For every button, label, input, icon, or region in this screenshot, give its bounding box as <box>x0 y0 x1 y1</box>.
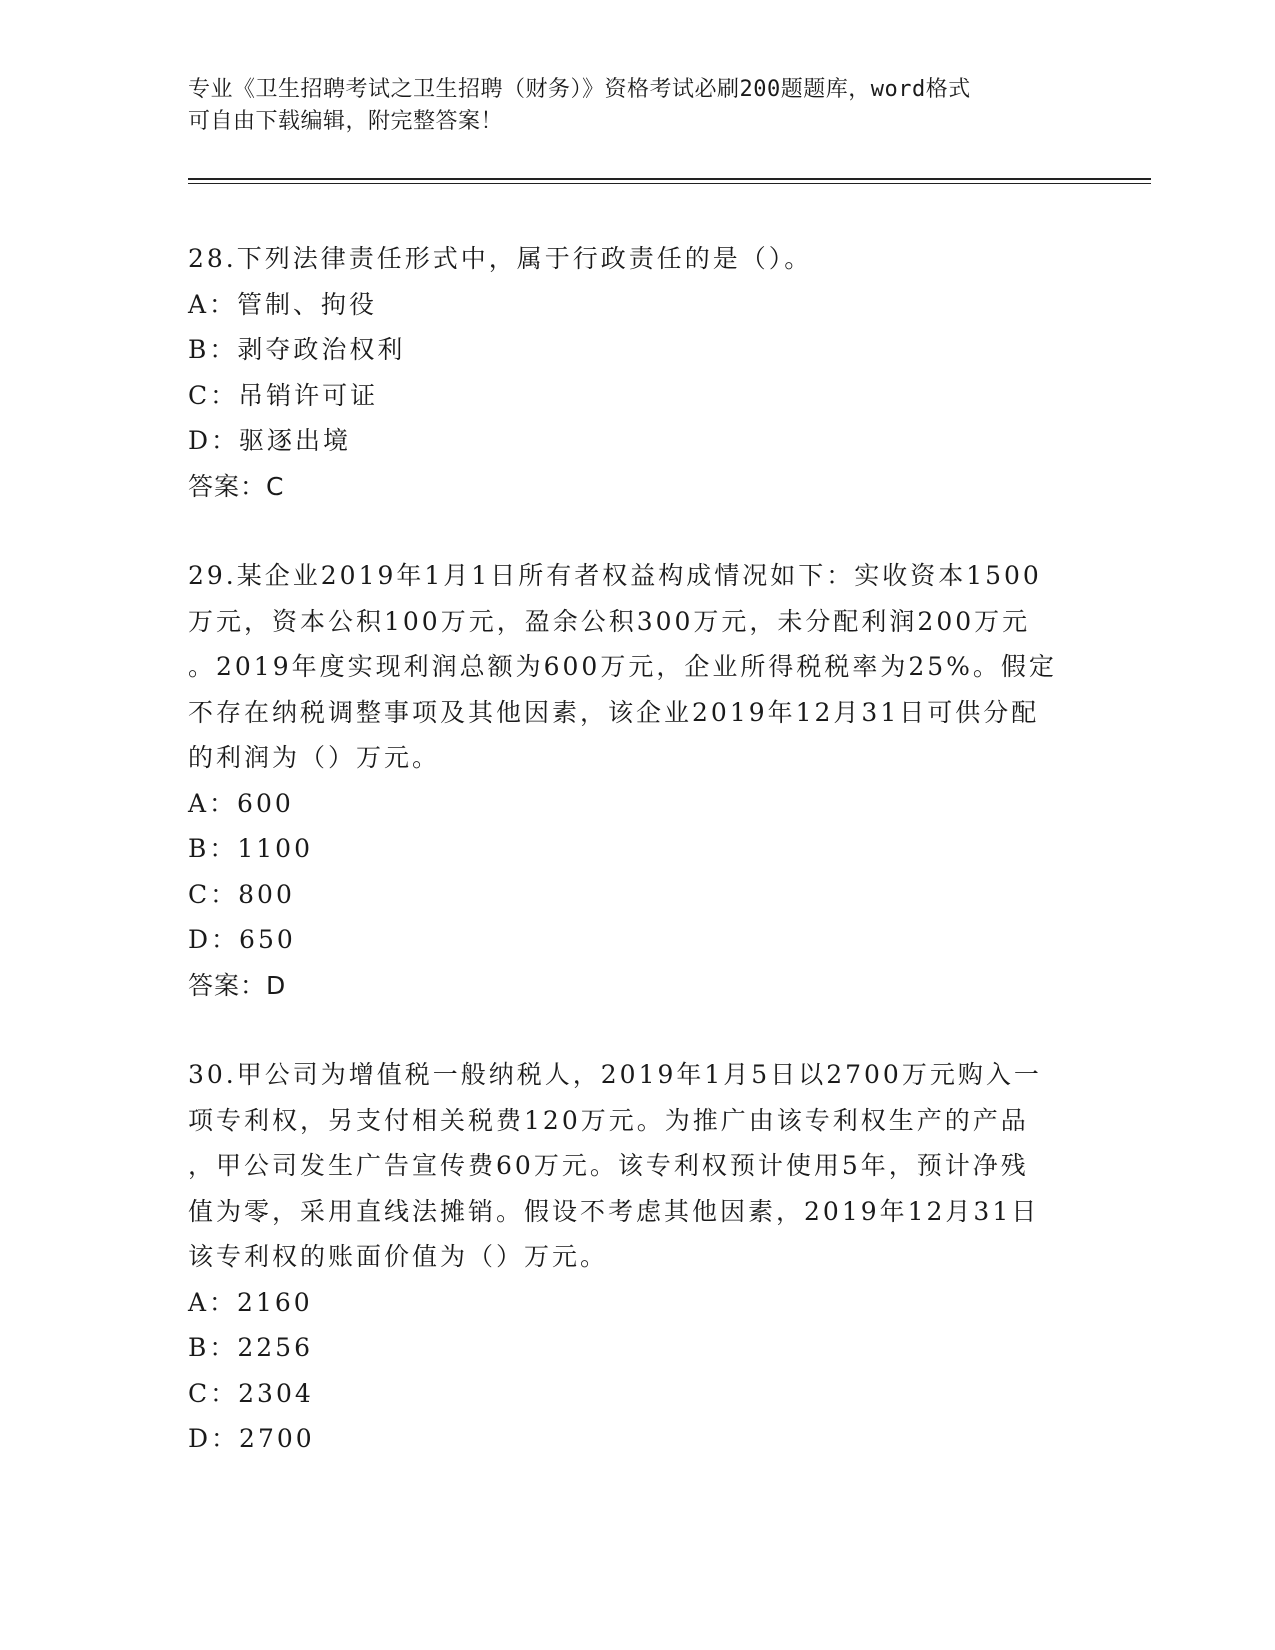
option-c: C：2304 <box>188 1378 314 1408</box>
document-header <box>188 74 1088 138</box>
option-a: A：管制、拘役 <box>188 289 378 319</box>
answer-label: 答案：D <box>188 970 287 1000</box>
header-line-1: 专业《卫生招聘考试之卫生招聘（财务）》资格考试必刷200题题库，word格式 <box>188 77 971 102</box>
question-28 <box>188 236 1088 509</box>
question-stem-line: 该专利权的账面价值为（）万元。 <box>188 1242 609 1271</box>
header-divider-thick <box>188 178 1151 180</box>
option-d: D：650 <box>188 925 296 954</box>
option-a: A：600 <box>188 788 294 818</box>
option-b: B：剥夺政治权利 <box>188 335 406 364</box>
question-stem-line: 29.某企业2019年1月1日所有者权益构成情况如下：实收资本1500 <box>188 561 1042 590</box>
question-stem-line: 30.甲公司为增值税一般纳税人，2019年1月5日以2700万元购入一 <box>188 1060 1042 1089</box>
question-list <box>188 236 1088 1462</box>
question-stem-line: 不存在纳税调整事项及其他因素，该企业2019年12月31日可供分配 <box>188 697 1040 727</box>
question-29 <box>188 553 1088 1008</box>
option-c: C：800 <box>188 879 295 909</box>
header-divider-thin <box>188 183 1151 184</box>
option-d: D：驱逐出境 <box>188 426 352 455</box>
header-line-2: 可自由下载编辑，附完整答案！ <box>188 109 504 134</box>
option-c: C：吊销许可证 <box>188 380 379 410</box>
question-stem-line: 万元，资本公积100万元，盈余公积300万元，未分配利润200万元 <box>188 606 1031 636</box>
option-d: D：2700 <box>188 1424 315 1453</box>
question-stem-line: 。2019年度实现利润总额为600万元，企业所得税税率为25%。假定 <box>188 652 1057 681</box>
option-b: B：2256 <box>188 1333 313 1362</box>
answer-label: 答案：C <box>188 471 285 501</box>
question-stem-line: ，甲公司发生广告宣传费60万元。该专利权预计使用5年，预计净残 <box>188 1151 1029 1180</box>
question-stem-line: 项专利权，另支付相关税费120万元。为推广由该专利权生产的产品 <box>188 1105 1029 1135</box>
option-a: A：2160 <box>188 1287 313 1317</box>
question-stem-line: 的利润为（）万元。 <box>188 743 441 772</box>
option-b: B：1100 <box>188 834 313 863</box>
question-stem-line: 28.下列法律责任形式中，属于行政责任的是（）。 <box>188 244 813 273</box>
question-30 <box>188 1052 1088 1462</box>
question-stem-line: 值为零，采用直线法摊销。假设不考虑其他因素，2019年12月31日 <box>188 1196 1040 1226</box>
